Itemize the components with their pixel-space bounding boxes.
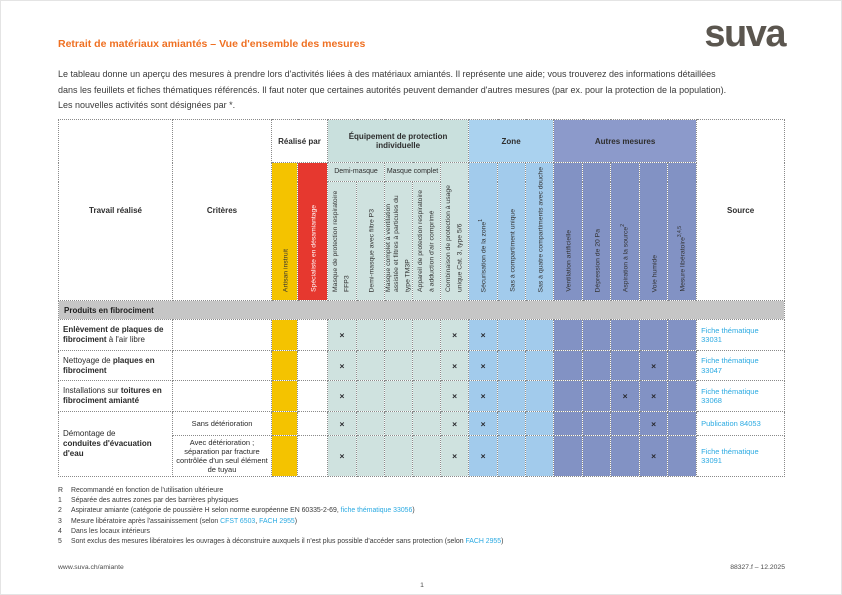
mark-cell — [385, 412, 413, 436]
footnote-link[interactable]: FACH 2955 — [259, 517, 295, 525]
mark-cell-specialiste — [298, 412, 328, 436]
mark-cell — [583, 351, 611, 381]
page-title: Retrait de matériaux amiantés – Vue d'ensemble des mesures — [58, 38, 366, 50]
mark-cell-artisan — [272, 351, 298, 381]
mark-cell — [413, 412, 441, 436]
footnote: 1 Séparée des autres zones par des barrières physiques — [58, 497, 239, 505]
mark-cell-specialiste — [298, 351, 328, 381]
table-row — [59, 381, 785, 412]
footer-document-code: 88327.f – 12.2025 — [730, 564, 785, 571]
mark-cell: × — [441, 320, 469, 351]
column-header-specialiste-desamiantage: Spécialiste en désamiantage — [298, 163, 328, 301]
mark-cell: × — [469, 436, 498, 477]
source-link[interactable]: Fiche thématique 33031 — [697, 320, 785, 351]
mark-cell — [413, 351, 441, 381]
mark-cell — [668, 320, 697, 351]
mark-cell — [385, 381, 413, 412]
table-row — [59, 351, 785, 381]
mark-cell: × — [328, 381, 357, 412]
column-header-masque-complet-tm3p: Masque complet à ventilation assistée et filtres à particules du type TM3P — [385, 182, 413, 301]
column-header-aspiration-source: Aspiration à la source$^2$ — [611, 163, 640, 301]
mark-cell — [526, 320, 554, 351]
column-header-ventilation-artificielle: Ventilation artificielle — [554, 163, 583, 301]
footnote: 5 Sont exclus des mesures libératoires les ouvrages à déconstruire auxquels il n'est plus possible d'accéder sans protection (selon FACH 2955) — [58, 538, 504, 546]
group-header-zone: Zone — [469, 120, 554, 163]
source-link[interactable]: Fiche thématique 33068 — [697, 381, 785, 412]
mark-cell: × — [328, 351, 357, 381]
mark-cell — [526, 381, 554, 412]
mark-cell — [583, 436, 611, 477]
intro-line: Les nouvelles activités sont désignées par *. — [58, 100, 236, 110]
mark-cell — [526, 412, 554, 436]
table-row — [59, 412, 785, 436]
subgroup-header-masque-complet: Masque complet — [385, 163, 441, 182]
mark-cell-artisan — [272, 381, 298, 412]
mark-cell — [385, 436, 413, 477]
mark-cell — [498, 381, 526, 412]
criteria-cell — [173, 381, 272, 412]
mark-cell — [611, 320, 640, 351]
mark-cell — [498, 320, 526, 351]
table-row — [59, 320, 785, 351]
mark-cell — [413, 436, 441, 477]
mark-cell — [413, 320, 441, 351]
mark-cell: × — [469, 381, 498, 412]
footnote-link[interactable]: FACH 2955 — [465, 538, 502, 546]
mark-cell-specialiste — [298, 436, 328, 477]
mark-cell: × — [441, 351, 469, 381]
mark-cell — [668, 436, 697, 477]
column-header-source: Source — [697, 120, 785, 301]
mark-cell — [357, 320, 385, 351]
mark-cell — [526, 351, 554, 381]
mark-cell — [611, 412, 640, 436]
column-header-securisation-zone: Sécurisation de la zone$^1$ — [469, 163, 498, 301]
mark-cell: × — [469, 320, 498, 351]
row-label: Nettoyage de plaques en fibrociment — [59, 351, 173, 381]
column-header-depression-20-pa: Dépression de 20 Pa — [583, 163, 611, 301]
mark-cell: × — [611, 381, 640, 412]
footnote-link[interactable]: CFST 6503 — [220, 517, 256, 525]
suva-logo: suva — [704, 13, 785, 55]
mark-cell: × — [469, 412, 498, 436]
mark-cell — [498, 412, 526, 436]
group-header-realise-par: Réalisé par — [272, 120, 328, 163]
mark-cell: × — [640, 412, 668, 436]
mark-cell — [668, 381, 697, 412]
column-header-demi-masque-filtre-p3: Demi-masque avec filtre P3 — [357, 182, 385, 301]
mark-cell: × — [441, 436, 469, 477]
measures-table — [58, 119, 785, 477]
mark-cell — [554, 436, 583, 477]
mark-cell — [583, 412, 611, 436]
group-header-autres: Autres mesures — [554, 120, 697, 163]
mark-cell — [385, 351, 413, 381]
mark-cell — [640, 320, 668, 351]
footnote: R Recommandé en fonction de l'utilisation ultérieure — [58, 487, 224, 494]
mark-cell — [611, 436, 640, 477]
mark-cell — [498, 436, 526, 477]
source-link[interactable]: Fiche thématique 33091 — [697, 436, 785, 477]
group-header-epi: Équipement de protection individuelle — [328, 120, 469, 163]
footnote: 4 Dans les locaux intérieurs — [58, 527, 150, 535]
mark-cell — [554, 381, 583, 412]
mark-cell — [554, 320, 583, 351]
mark-cell — [554, 412, 583, 436]
source-link[interactable]: Fiche thématique 33047 — [697, 351, 785, 381]
column-header-artisan-instruit: Artisan instruit — [272, 163, 298, 301]
column-header-masque-ffp3: Masque de protection respiratoire FFP3 — [328, 182, 357, 301]
mark-cell — [357, 351, 385, 381]
column-header-criteres: Critères — [173, 120, 272, 301]
mark-cell: × — [640, 381, 668, 412]
mark-cell: × — [328, 436, 357, 477]
mark-cell — [498, 351, 526, 381]
criteria-cell: Sans détérioration — [173, 412, 272, 436]
mark-cell — [385, 320, 413, 351]
section-header-fibrociment: Produits en fibrociment — [59, 301, 785, 320]
column-header-combinaison: Combinaison de protection à usage unique Cat. 3, type 5/6 — [441, 163, 469, 301]
subgroup-header-demi-masque: Demi-masque — [328, 163, 385, 182]
criteria-cell: Avec détérioration ; séparation par fracture contrôlée d'un seul élément de tuyau — [173, 436, 272, 477]
mark-cell: × — [640, 436, 668, 477]
column-header-mesure-liberatoire: Mesure libératoire$^{3,4,5}$ — [668, 163, 697, 301]
mark-cell: × — [328, 320, 357, 351]
mark-cell-artisan — [272, 412, 298, 436]
mark-cell: × — [441, 381, 469, 412]
row-label-group: Démontage de conduites d'évacuation d'eau — [59, 412, 173, 477]
mark-cell: × — [469, 351, 498, 381]
footnote: 3 Mesure libératoire après l'assainissement (selon CFST 6503, FACH 2955) — [58, 517, 298, 525]
criteria-cell — [173, 320, 272, 351]
mark-cell: × — [441, 412, 469, 436]
row-label: Installations sur toitures en fibrociment amianté — [59, 381, 173, 412]
intro-paragraph — [58, 67, 790, 114]
mark-cell — [526, 436, 554, 477]
mark-cell — [357, 381, 385, 412]
mark-cell — [611, 351, 640, 381]
mark-cell — [583, 381, 611, 412]
column-header-sas-quatre-compartiments: Sas à quatre compartiments avec douche — [526, 163, 554, 301]
mark-cell — [413, 381, 441, 412]
mark-cell-artisan — [272, 320, 298, 351]
mark-cell-artisan — [272, 436, 298, 477]
mark-cell — [554, 351, 583, 381]
source-link[interactable]: Publication 84053 — [697, 412, 785, 436]
column-header-sas-compartiment-unique: Sas à compartiment unique — [498, 163, 526, 301]
mark-cell-specialiste — [298, 381, 328, 412]
footnotes — [58, 486, 788, 547]
footer-url-link[interactable]: www.suva.ch/amiante — [58, 564, 124, 571]
footnote-link[interactable]: fiche thématique 33056 — [340, 507, 413, 515]
mark-cell — [583, 320, 611, 351]
mark-cell: × — [328, 412, 357, 436]
mark-cell: × — [640, 351, 668, 381]
column-header-adduction-air-comprime: Appareil de protection respiratoire à adduction d'air comprimé — [413, 182, 441, 301]
mark-cell-specialiste — [298, 320, 328, 351]
row-label: Enlèvement de plaques de fibrociment à l'air libre — [59, 320, 173, 351]
intro-line: dans les feuillets et fiches thématiques référencés. Il faut noter que certaines autorités peuvent demander d'autres mesures (par ex. pour la protection de la population). — [58, 84, 727, 95]
mark-cell — [668, 351, 697, 381]
intro-line: Le tableau donne un aperçu des mesures à prendre lors d'activités liées à des matériaux amiantés. Il représente une aide; vous trouverez des informations détaillées — [58, 69, 716, 79]
footer-page-number: 1 — [420, 582, 424, 589]
mark-cell — [357, 412, 385, 436]
column-header-voie-humide: Voie humide — [640, 163, 668, 301]
column-header-travail: Travail réalisé — [59, 120, 173, 301]
mark-cell — [357, 436, 385, 477]
mark-cell — [668, 412, 697, 436]
footnote: 2 Aspirateur amiante (catégorie de poussière H selon norme européenne EN 60335-2-69, fiche thématique 33056) — [58, 507, 415, 515]
criteria-cell — [173, 351, 272, 381]
